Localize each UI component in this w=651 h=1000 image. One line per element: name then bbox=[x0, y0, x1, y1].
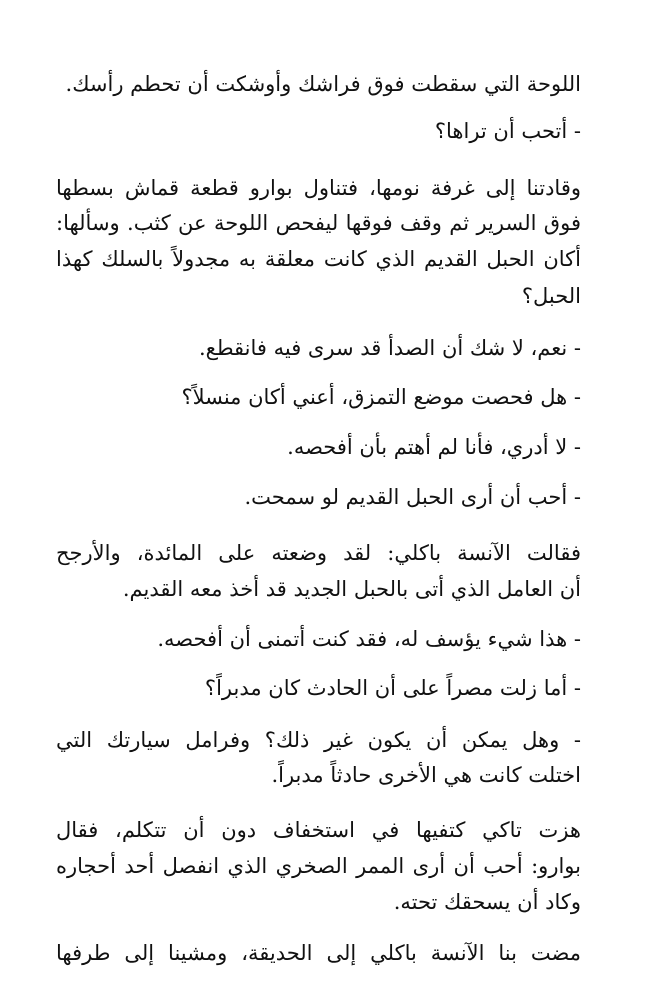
text-line: الحبل؟ bbox=[521, 284, 581, 308]
text-line: فوق السرير ثم وقف فوقها ليفحص اللوحة عن كثب. وسألها: bbox=[56, 211, 581, 235]
text-line: وقادتنا إلى غرفة نومها، فتناول بوارو قطعة قماش بسطها bbox=[56, 176, 581, 200]
text-line: - وهل يمكن أن يكون غير ذلك؟ وفرامل سيارتك التي bbox=[56, 728, 581, 752]
text-line: - نعم، لا شك أن الصدأ قد سرى فيه فانقطع. bbox=[198, 336, 581, 360]
text-line: - هذا شيء يؤسف له، فقد كنت أتمنى أن أفحصه. bbox=[157, 627, 581, 651]
text-line: أكان الحبل القديم الذي كانت معلقة به مجدولاً بالسلك كهذا bbox=[56, 247, 581, 271]
text-line: اللوحة التي سقطت فوق فراشك وأوشكت أن تحطم رأسك. bbox=[65, 72, 581, 96]
text-line: - أحب أن أرى الحبل القديم لو سمحت. bbox=[244, 485, 581, 509]
text-line: وكاد أن يسحقك تحته. bbox=[393, 890, 581, 914]
text-line: - أما زلت مصراً على أن الحادث كان مدبراً؟ bbox=[204, 676, 581, 700]
text-line: فقالت الآنسة باكلي: لقد وضعته على المائدة، والأرجح bbox=[56, 541, 581, 565]
text-line: اختلت كانت هي الأخرى حادثاً مدبراً. bbox=[271, 763, 581, 787]
text-line: بوارو: أحب أن أرى الممر الصخري الذي انفصل أحد أحجاره bbox=[56, 854, 581, 878]
text-line: - أتحب أن تراها؟ bbox=[434, 119, 581, 143]
text-line: - لا أدري، فأنا لم أهتم بأن أفحصه. bbox=[287, 435, 581, 459]
text-line: - هل فحصت موضع التمزق، أعني أكان منسلاً؟ bbox=[181, 385, 581, 409]
text-line: هزت تاكي كتفيها في استخفاف دون أن تتكلم، فقال bbox=[56, 818, 581, 842]
text-line: أن العامل الذي أتى بالحبل الجديد قد أخذ معه القديم. bbox=[122, 577, 581, 601]
text-line: مضت بنا الآنسة باكلي إلى الحديقة، ومشينا إلى طرفها bbox=[56, 941, 581, 965]
